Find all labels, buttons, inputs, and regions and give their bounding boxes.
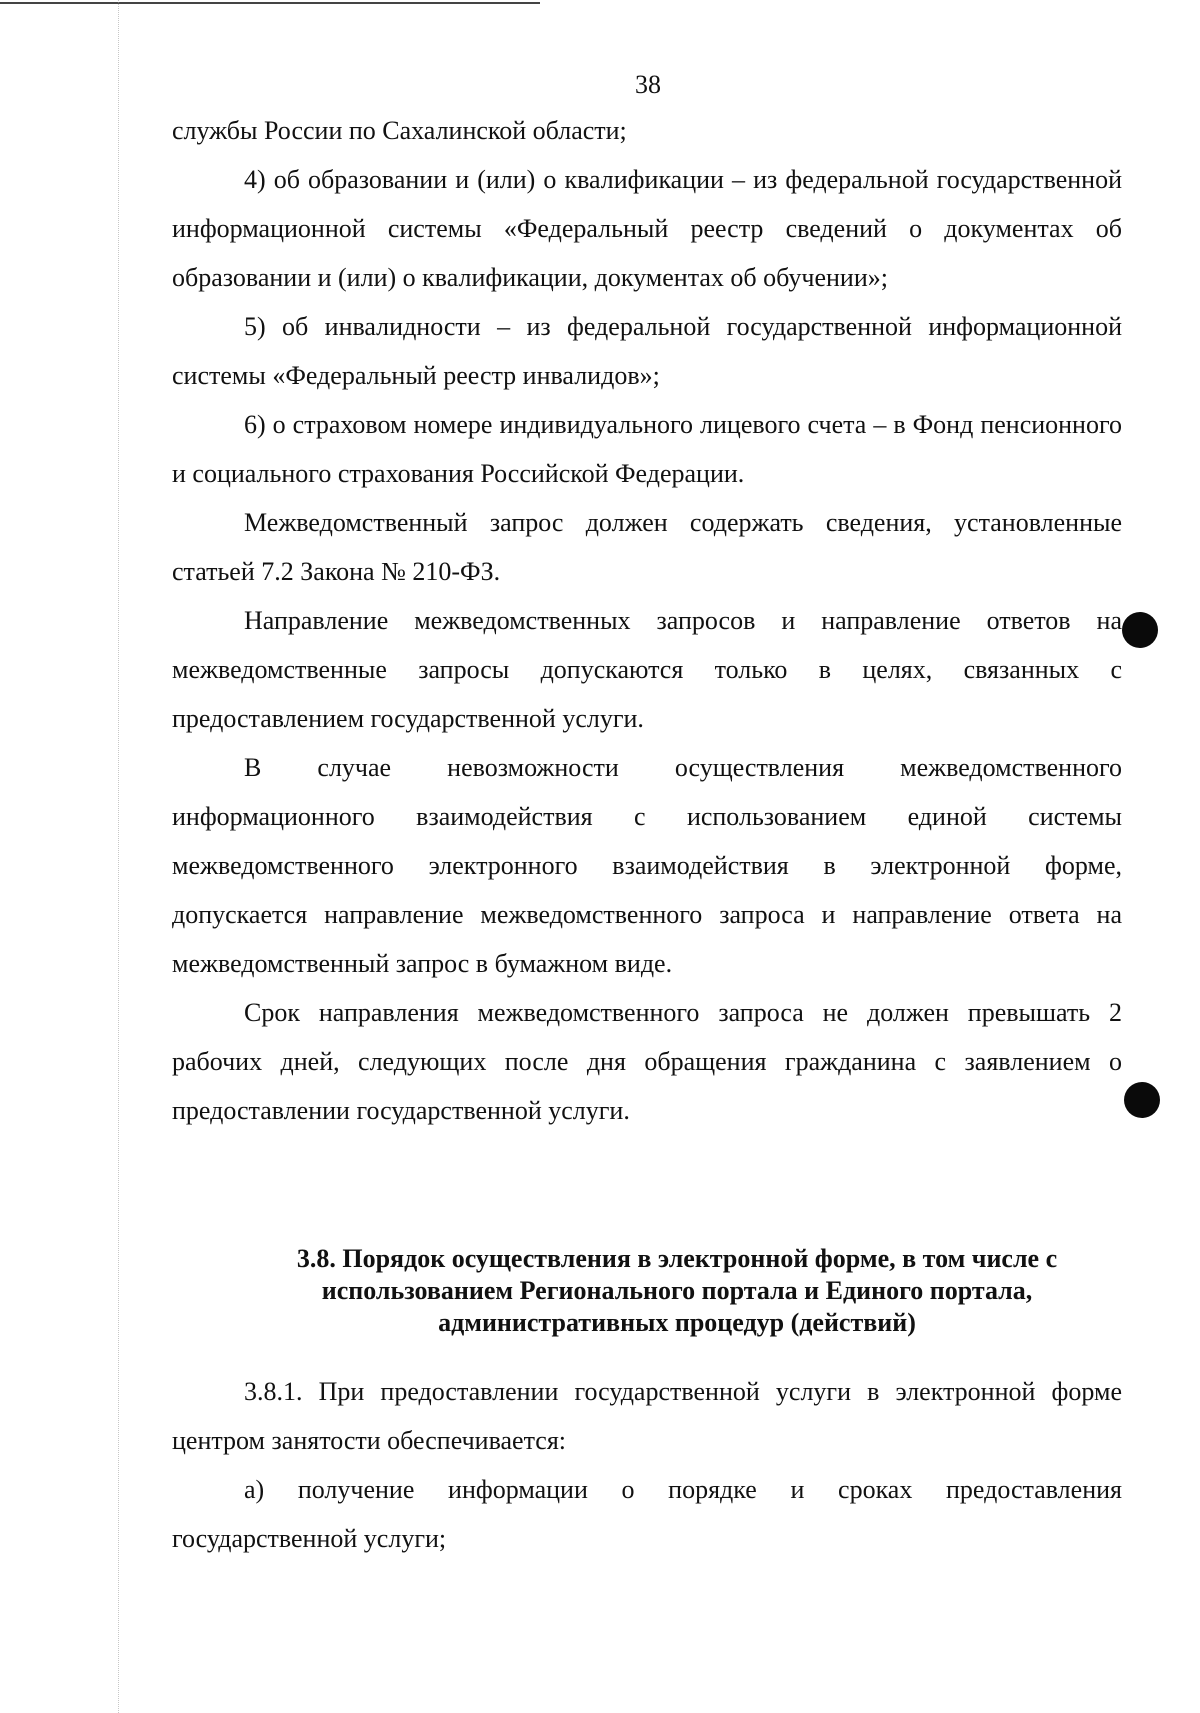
paragraph-6: Направление межведомственных запросов и направление ответов на межведомственные запросы допускаются только в целях, связанных с предоставлением государственной услуги. <box>172 606 1122 733</box>
paragraph-9: 3.8.1. При предоставлении государственной услуги в электронной форме центром занятости обеспечивается: <box>172 1377 1122 1455</box>
paragraph-7: В случае невозможности осуществления межведомственного информационного взаимодействия с использованием единой системы межведомственного электронного взаимодействия в электронной форме, допускается направление межведомственного запроса и направление ответа на межведомственный запрос в бумажном виде. <box>172 753 1122 978</box>
paragraph-5: Межведомственный запрос должен содержать сведения, установленные статьей 7.2 Закона № 210-ФЗ. <box>172 508 1122 586</box>
margin-scan-marks <box>118 0 127 1713</box>
paragraph-10: а) получение информации о порядке и сроках предоставления государственной услуги; <box>172 1475 1122 1553</box>
paragraph-4: 6) о страховом номере индивидуального лицевого счета – в Фонд пенсионного и социального страхования Российской Федерации. <box>172 410 1122 488</box>
paragraph-8: Срок направления межведомственного запроса не должен превышать 2 рабочих дней, следующих после дня обращения гражданина с заявлением о предоставлении государственной услуги. <box>172 998 1122 1125</box>
page-number: 38 <box>635 70 661 99</box>
paragraph-2: 4) об образовании и (или) о квалификации – из федеральной государственной информационной системы «Федеральный реестр сведений о документах об образовании и (или) о квалификации, документах об обучении»; <box>172 165 1122 292</box>
body-text-lower <box>172 1367 1122 1563</box>
section-heading: 3.8. Порядок осуществления в электронной форме, в том числе с использованием Регионального портала и Единого портала, административных процедур (действий) <box>296 1244 1058 1337</box>
paragraph-3: 5) об инвалидности – из федеральной государственной информационной системы «Федеральный реестр инвалидов»; <box>172 312 1122 390</box>
paragraph-1: службы России по Сахалинской области; <box>172 116 627 145</box>
body-text-upper <box>172 106 1122 1135</box>
punch-hole-upper <box>1122 612 1158 648</box>
punch-hole-lower <box>1124 1082 1160 1118</box>
top-rule <box>0 2 540 4</box>
